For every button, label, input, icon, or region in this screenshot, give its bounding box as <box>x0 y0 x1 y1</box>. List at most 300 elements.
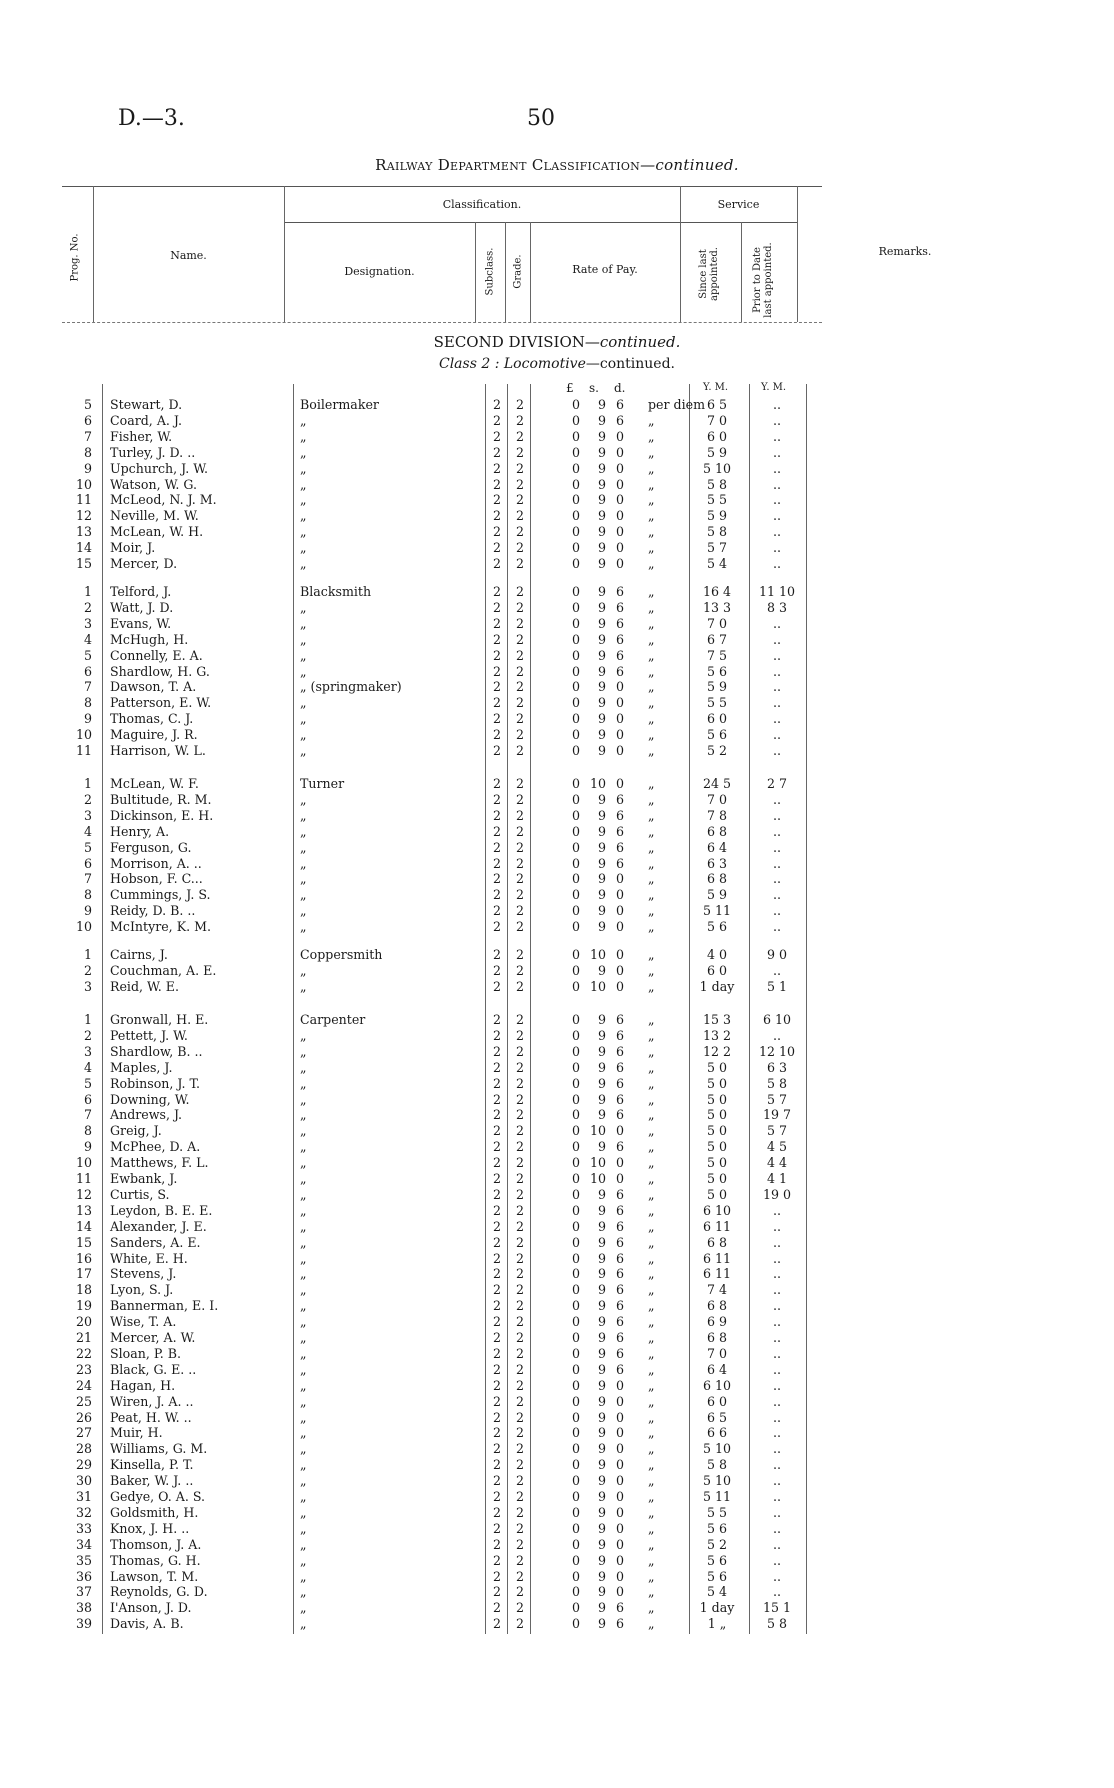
pay-pounds: 0 <box>571 1552 580 1568</box>
table-row <box>0 776 1114 792</box>
service-prior: .. <box>772 1330 781 1345</box>
service-prior: .. <box>772 524 781 540</box>
employee-name: Reid, W. E. <box>110 978 179 994</box>
pay-shillings: 9 <box>597 1107 606 1123</box>
employee-name: Wiren, J. A. .. <box>110 1393 194 1409</box>
subclass: 2 <box>492 1075 501 1091</box>
employee-name: McLeod, N. J. M. <box>110 492 217 508</box>
pay-pence: 0 <box>615 711 624 727</box>
pay-pounds: 0 <box>571 947 580 962</box>
employee-name: Sanders, A. E. <box>110 1234 201 1250</box>
designation: „ <box>300 1123 307 1139</box>
pay-pence: 6 <box>615 1218 624 1234</box>
grade: 2 <box>515 397 524 412</box>
subclass: 2 <box>492 397 501 412</box>
designation: „ <box>300 1043 307 1059</box>
service-prior: .. <box>772 663 781 679</box>
employee-name: Mercer, D. <box>110 556 178 571</box>
pay-period: „ <box>648 524 655 540</box>
grade: 2 <box>515 1091 524 1107</box>
table-row <box>0 1378 1114 1394</box>
designation: „ <box>300 508 307 524</box>
pay-shillings: 9 <box>597 1043 606 1059</box>
employee-name: Shardlow, B. .. <box>110 1043 203 1059</box>
subclass: 2 <box>492 978 501 994</box>
table-row <box>0 887 1114 903</box>
service-since-last: 5 10 <box>702 460 732 476</box>
prog-number: 3 <box>83 807 92 823</box>
service-since-last: 5 4 <box>706 1584 728 1600</box>
designation: „ <box>300 1552 307 1568</box>
prog-number: 9 <box>83 711 92 727</box>
pay-pence: 6 <box>615 1345 624 1361</box>
service-since-last: 13 3 <box>702 599 732 615</box>
service-prior: 2 7 <box>766 776 788 791</box>
service-since-last: 5 0 <box>706 1075 728 1091</box>
service-since-last: 5 6 <box>706 663 728 679</box>
pay-shillings: 10 <box>589 1171 606 1186</box>
prog-number: 28 <box>75 1441 92 1457</box>
pay-pence: 6 <box>615 615 624 631</box>
pay-shillings: 9 <box>597 1091 606 1107</box>
designation: „ <box>300 962 307 978</box>
service-since-last: 6 4 <box>706 1361 728 1377</box>
prog-number: 20 <box>75 1314 92 1330</box>
pay-shillings: 9 <box>597 647 606 663</box>
prog-number: 7 <box>83 428 92 444</box>
service-prior: .. <box>772 492 781 508</box>
designation: „ <box>300 556 307 571</box>
header-classification: Classification. <box>442 198 522 211</box>
service-since-last: 6 5 <box>706 397 728 412</box>
employee-name: Lyon, S. J. <box>110 1282 174 1298</box>
designation: „ <box>300 1441 307 1457</box>
pay-shillings: 9 <box>597 460 606 476</box>
employee-name: Goldsmith, H. <box>110 1504 199 1520</box>
service-prior: .. <box>772 1457 781 1473</box>
table-row <box>0 540 1114 556</box>
service-prior: .. <box>772 839 781 855</box>
employee-name: Evans, W. <box>110 615 172 631</box>
employee-name: Wise, T. A. <box>110 1314 177 1330</box>
employee-name: Cairns, J. <box>110 947 168 962</box>
pay-shillings: 9 <box>597 1425 606 1441</box>
pay-period: „ <box>648 823 655 839</box>
prog-number: 33 <box>75 1520 92 1536</box>
service-prior: .. <box>772 397 781 412</box>
designation: Carpenter <box>300 1012 366 1027</box>
designation: „ <box>300 599 307 615</box>
pay-pence: 0 <box>615 727 624 743</box>
service-prior: 5 1 <box>766 978 788 994</box>
pay-pence: 6 <box>615 1266 624 1282</box>
employee-name: McHugh, H. <box>110 631 189 647</box>
service-prior: .. <box>772 679 781 695</box>
pay-pounds: 0 <box>571 584 580 599</box>
pay-pounds: 0 <box>571 460 580 476</box>
grade: 2 <box>515 1361 524 1377</box>
subclass: 2 <box>492 1218 501 1234</box>
class-label: Class 2 : <box>438 356 500 372</box>
prog-number: 6 <box>83 412 92 428</box>
grade: 2 <box>515 1059 524 1075</box>
employee-name: Downing, W. <box>110 1091 190 1107</box>
table-row <box>0 824 1114 840</box>
page-title <box>0 156 1114 174</box>
table-row <box>0 413 1114 429</box>
header-top-rule <box>62 186 822 187</box>
designation: „ <box>300 663 307 679</box>
pay-period: „ <box>648 540 655 556</box>
pay-pence: 6 <box>615 1091 624 1107</box>
subclass: 2 <box>492 776 501 791</box>
grade: 2 <box>515 1473 524 1489</box>
pay-pence: 6 <box>615 791 624 807</box>
pay-shillings: 9 <box>597 1409 606 1425</box>
pay-period: „ <box>648 1504 655 1520</box>
pay-period: „ <box>648 1218 655 1234</box>
pay-pence: 0 <box>615 540 624 556</box>
unit-pence: d. <box>614 381 626 395</box>
designation: „ <box>300 647 307 663</box>
prog-number: 27 <box>75 1425 92 1441</box>
pay-pence: 0 <box>615 962 624 978</box>
grade: 2 <box>515 903 524 919</box>
pay-period: „ <box>648 1330 655 1345</box>
pay-period: „ <box>648 1186 655 1202</box>
service-prior: 6 10 <box>762 1012 792 1027</box>
prog-number: 36 <box>75 1568 92 1584</box>
pay-shillings: 9 <box>597 791 606 807</box>
subclass: 2 <box>492 1568 501 1584</box>
service-prior: .. <box>772 1441 781 1457</box>
pay-period: „ <box>648 711 655 727</box>
service-since-last: 7 8 <box>706 807 728 823</box>
pay-pounds: 0 <box>571 1218 580 1234</box>
pay-shillings: 9 <box>597 1361 606 1377</box>
table-row <box>0 1219 1114 1235</box>
service-prior: .. <box>772 919 781 935</box>
prog-number: 38 <box>75 1600 92 1616</box>
pay-shillings: 9 <box>597 871 606 887</box>
grade: 2 <box>515 1536 524 1552</box>
grade: 2 <box>515 1218 524 1234</box>
pay-shillings: 10 <box>589 1123 606 1139</box>
service-prior: .. <box>772 1536 781 1552</box>
pay-shillings: 9 <box>597 727 606 743</box>
table-row <box>0 1473 1114 1489</box>
grade: 2 <box>515 508 524 524</box>
table-row <box>0 903 1114 919</box>
page-title-suffix: —continued. <box>640 156 739 174</box>
pay-period: „ <box>648 887 655 903</box>
prog-number: 10 <box>75 476 92 492</box>
service-prior: 6 3 <box>766 1059 788 1075</box>
table-row <box>0 1282 1114 1298</box>
employee-name: Gedye, O. A. S. <box>110 1489 206 1504</box>
grade: 2 <box>515 615 524 631</box>
designation: „ <box>300 1218 307 1234</box>
pay-pounds: 0 <box>571 1393 580 1409</box>
pay-pounds: 0 <box>571 962 580 978</box>
section-title <box>0 333 1114 351</box>
prog-number: 32 <box>75 1504 92 1520</box>
pay-pounds: 0 <box>571 903 580 919</box>
prog-number: 8 <box>83 1123 92 1139</box>
employee-name: Henry, A. <box>110 823 170 839</box>
pay-period: „ <box>648 428 655 444</box>
unit-pound: £ <box>566 381 574 395</box>
pay-pence: 0 <box>615 1473 624 1489</box>
pay-period: „ <box>648 1234 655 1250</box>
designation: „ <box>300 1314 307 1330</box>
service-since-last: 5 10 <box>702 1473 732 1489</box>
service-prior: .. <box>772 1409 781 1425</box>
pay-pence: 0 <box>615 1123 624 1139</box>
service-since-last: 5 6 <box>706 1568 728 1584</box>
service-since-last: 5 11 <box>702 903 732 919</box>
subclass: 2 <box>492 1059 501 1075</box>
service-prior: .. <box>772 727 781 743</box>
pay-period: „ <box>648 1616 655 1632</box>
service-since-last: 16 4 <box>702 584 732 599</box>
employee-name: Hobson, F. C... <box>110 871 203 887</box>
subclass: 2 <box>492 524 501 540</box>
pay-shillings: 9 <box>597 1059 606 1075</box>
subclass: 2 <box>492 1409 501 1425</box>
designation: „ <box>300 1330 307 1345</box>
grade: 2 <box>515 679 524 695</box>
table-row <box>0 1441 1114 1457</box>
subclass: 2 <box>492 871 501 887</box>
employee-name: Peat, H. W. .. <box>110 1409 192 1425</box>
service-since-last: 5 6 <box>706 1520 728 1536</box>
table-row <box>0 445 1114 461</box>
service-prior: .. <box>772 615 781 631</box>
service-prior: .. <box>772 476 781 492</box>
service-prior: 8 3 <box>766 599 788 615</box>
pay-period: „ <box>648 919 655 935</box>
service-since-last: 6 0 <box>706 962 728 978</box>
pay-pence: 0 <box>615 444 624 460</box>
subclass: 2 <box>492 727 501 743</box>
table-row <box>0 1251 1114 1267</box>
service-since-last: 6 0 <box>706 711 728 727</box>
service-since-last: 5 0 <box>706 1186 728 1202</box>
pay-period: „ <box>648 743 655 758</box>
service-prior: 5 8 <box>766 1075 788 1091</box>
designation: „ <box>300 1584 307 1600</box>
table-row <box>0 584 1114 600</box>
service-since-last: 5 9 <box>706 444 728 460</box>
designation: „ <box>300 1393 307 1409</box>
subclass: 2 <box>492 1298 501 1314</box>
employee-name: Black, G. E. .. <box>110 1361 197 1377</box>
prog-number: 1 <box>83 947 92 962</box>
pay-pence: 6 <box>615 1600 624 1616</box>
pay-pence: 6 <box>615 647 624 663</box>
pay-pounds: 0 <box>571 599 580 615</box>
pay-period: „ <box>648 1409 655 1425</box>
header-rate-of-pay: Rate of Pay. <box>572 263 638 276</box>
grade: 2 <box>515 1266 524 1282</box>
pay-pounds: 0 <box>571 1361 580 1377</box>
designation: „ <box>300 1345 307 1361</box>
prog-number: 3 <box>83 1043 92 1059</box>
service-since-last: 5 0 <box>706 1107 728 1123</box>
designation: „ <box>300 695 307 711</box>
service-prior: .. <box>772 743 781 758</box>
grade: 2 <box>515 1552 524 1568</box>
service-since-last: 5 2 <box>706 743 728 758</box>
table-row <box>0 1028 1114 1044</box>
service-since-last: 5 6 <box>706 1552 728 1568</box>
grade: 2 <box>515 1504 524 1520</box>
prog-number: 18 <box>75 1282 92 1298</box>
designation: „ <box>300 492 307 508</box>
grade: 2 <box>515 460 524 476</box>
pay-pence: 0 <box>615 978 624 994</box>
grade: 2 <box>515 631 524 647</box>
service-prior: 5 8 <box>766 1616 788 1632</box>
subclass: 2 <box>492 1043 501 1059</box>
designation: „ <box>300 1616 307 1632</box>
header-divider <box>475 222 476 322</box>
service-since-last: 5 6 <box>706 919 728 935</box>
pay-pence: 0 <box>615 776 624 791</box>
service-prior: .. <box>772 823 781 839</box>
designation: „ <box>300 1266 307 1282</box>
table-row <box>0 1362 1114 1378</box>
pay-pounds: 0 <box>571 839 580 855</box>
pay-period: „ <box>648 978 655 994</box>
table-row <box>0 600 1114 616</box>
subclass: 2 <box>492 1345 501 1361</box>
service-prior: .. <box>772 807 781 823</box>
pay-pounds: 0 <box>571 663 580 679</box>
employee-name: Neville, M. W. <box>110 508 199 524</box>
service-since-last: 7 0 <box>706 412 728 428</box>
table-row <box>0 1203 1114 1219</box>
subclass: 2 <box>492 791 501 807</box>
pay-shillings: 9 <box>597 1282 606 1298</box>
grade: 2 <box>515 871 524 887</box>
grade: 2 <box>515 412 524 428</box>
pay-shillings: 9 <box>597 1584 606 1600</box>
pay-pounds: 0 <box>571 1123 580 1139</box>
designation: „ <box>300 1171 307 1186</box>
pay-shillings: 9 <box>597 919 606 935</box>
header-divider <box>741 222 742 322</box>
pay-period: „ <box>648 727 655 743</box>
service-prior: .. <box>772 887 781 903</box>
employee-name: Baker, W. J. .. <box>110 1473 194 1489</box>
grade: 2 <box>515 695 524 711</box>
grade: 2 <box>515 1584 524 1600</box>
prog-number: 4 <box>83 631 92 647</box>
class-name: Locomotive <box>503 356 586 372</box>
subclass: 2 <box>492 428 501 444</box>
subclass: 2 <box>492 1250 501 1266</box>
employee-name: Coard, A. J. <box>110 412 182 428</box>
section-title-suffix: —continued. <box>584 333 681 351</box>
subclass: 2 <box>492 631 501 647</box>
service-since-last: 6 0 <box>706 1393 728 1409</box>
service-since-last: 6 7 <box>706 631 728 647</box>
subclass: 2 <box>492 1457 501 1473</box>
grade: 2 <box>515 791 524 807</box>
table-row <box>0 397 1114 413</box>
pay-period: „ <box>648 1282 655 1298</box>
grade: 2 <box>515 1139 524 1155</box>
designation: „ <box>300 823 307 839</box>
pay-period: „ <box>648 855 655 871</box>
prog-number: 30 <box>75 1473 92 1489</box>
service-since-last: 6 10 <box>702 1377 732 1393</box>
pay-shillings: 9 <box>597 615 606 631</box>
pay-shillings: 10 <box>589 947 606 962</box>
pay-shillings: 9 <box>597 1218 606 1234</box>
designation: „ <box>300 1298 307 1314</box>
prog-number: 29 <box>75 1457 92 1473</box>
pay-shillings: 9 <box>597 807 606 823</box>
service-since-last: 6 6 <box>706 1425 728 1441</box>
grade: 2 <box>515 823 524 839</box>
employee-name: Matthews, F. L. <box>110 1155 209 1171</box>
designation: „ <box>300 540 307 556</box>
unit-prior: Y. M. <box>761 382 787 393</box>
employee-name: McIntyre, K. M. <box>110 919 212 935</box>
pay-pounds: 0 <box>571 1568 580 1584</box>
pay-pence: 0 <box>615 1409 624 1425</box>
pay-pence: 6 <box>615 1330 624 1345</box>
header-name: Name. <box>170 249 207 262</box>
service-prior: 4 4 <box>766 1155 788 1171</box>
employee-name: Alexander, J. E. <box>110 1218 207 1234</box>
employee-name: Robinson, J. T. <box>110 1075 201 1091</box>
pay-period: „ <box>648 444 655 460</box>
pay-pence: 0 <box>615 871 624 887</box>
designation: „ <box>300 743 307 758</box>
pay-shillings: 9 <box>597 397 606 412</box>
prog-number: 7 <box>83 1107 92 1123</box>
employee-name: Couchman, A. E. <box>110 962 217 978</box>
service-since-last: 6 3 <box>706 855 728 871</box>
service-prior: .. <box>772 428 781 444</box>
prog-number: 15 <box>75 556 92 571</box>
employee-name: McLean, W. H. <box>110 524 204 540</box>
pay-pounds: 0 <box>571 1298 580 1314</box>
designation: „ <box>300 919 307 935</box>
unit-shilling: s. <box>589 381 599 395</box>
pay-period: „ <box>648 1043 655 1059</box>
pay-pounds: 0 <box>571 1091 580 1107</box>
pay-pounds: 0 <box>571 1171 580 1186</box>
service-since-last: 5 9 <box>706 508 728 524</box>
pay-period: per diem <box>648 397 706 412</box>
pay-period: „ <box>648 695 655 711</box>
subclass: 2 <box>492 615 501 631</box>
grade: 2 <box>515 556 524 571</box>
pay-pounds: 0 <box>571 776 580 791</box>
pay-pence: 0 <box>615 492 624 508</box>
subclass: 2 <box>492 1584 501 1600</box>
table-row <box>0 1298 1114 1314</box>
prog-number: 10 <box>75 1155 92 1171</box>
prog-number: 9 <box>83 460 92 476</box>
pay-period: „ <box>648 1536 655 1552</box>
prog-number: 4 <box>83 1059 92 1075</box>
